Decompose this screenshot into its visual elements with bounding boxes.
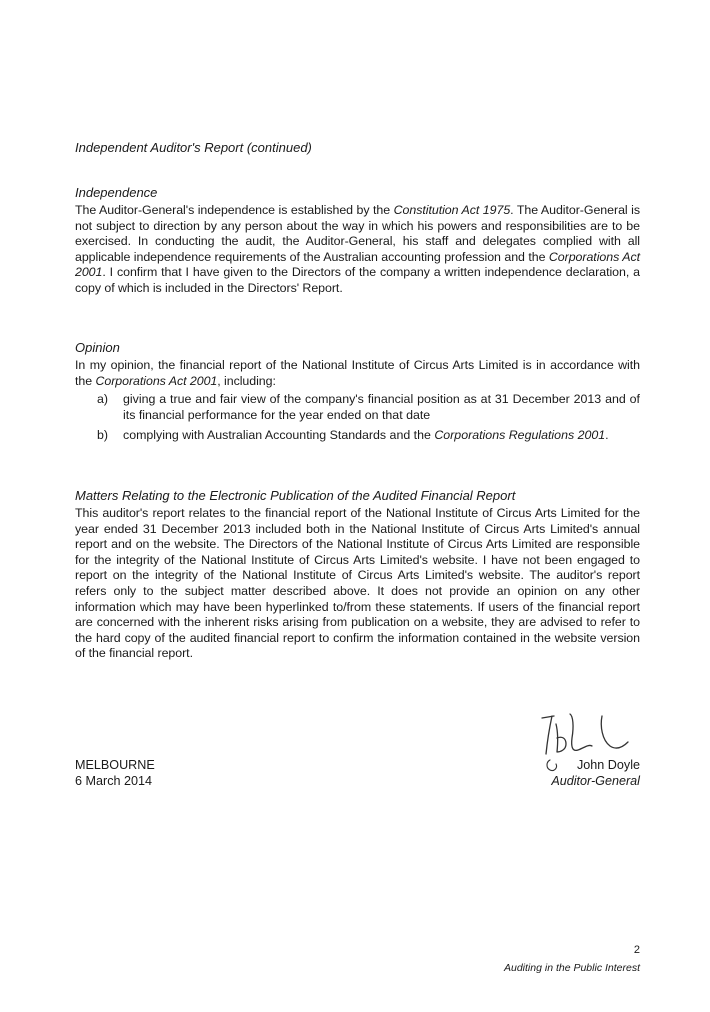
list-marker: a) xyxy=(97,392,109,407)
opinion-list xyxy=(75,392,640,444)
location-block xyxy=(75,758,155,789)
city-name: MELBOURNE xyxy=(75,758,155,772)
page-number: 2 xyxy=(633,944,640,956)
list-item: a) giving a true and fair view of the company's financial position as at 31 December 2013 and of its financial performance for the year ended on that date xyxy=(97,392,640,422)
opinion-section xyxy=(75,340,640,449)
footer-tagline: Auditing in the Public Interest xyxy=(504,962,640,974)
electronic-publication-section xyxy=(75,488,640,662)
report-date: 6 March 2014 xyxy=(75,773,153,788)
independence-section xyxy=(75,185,640,297)
opinion-heading: Opinion xyxy=(75,340,120,355)
independence-paragraph: The Auditor-General's independence is established by the Constitution Act 1975. The Auditor-General is not subject to direction by any person about the way in which his powers and responsibilities are to be exercised. In conducting the audit, the Auditor-General, his staff and delegates complied with all applicable independence requirements of the Australian accounting profession and the Corporations Act 2001. I confirm that I have given to the Directors of the company a written independence declaration, a copy of which is included in the Directors' Report. xyxy=(75,203,640,295)
report-header-title: Independent Auditor's Report (continued) xyxy=(75,140,312,155)
list-marker: b) xyxy=(97,428,109,443)
signatory-block xyxy=(551,758,640,789)
signatory-title: Auditor-General xyxy=(551,773,640,788)
signatory-name: John Doyle xyxy=(576,758,640,772)
independence-heading: Independence xyxy=(75,185,158,200)
electronic-publication-heading: Matters Relating to the Electronic Publication of the Audited Financial Report xyxy=(75,488,516,503)
electronic-publication-paragraph: This auditor's report relates to the financial report of the National Institute of Circus Arts Limited for the year ended 31 December 2013 included both in the National Institute of Circus Arts Limited's annual report and on the website. The Directors of the National Institute of Circus Arts Limited are responsible for the integrity of the National Institute of Circus Arts Limited's website. I have not been engaged to report on the integrity of the National Institute of Circus Arts Limited's website. The auditor's report refers only to the subject matter described above. It does not provide an opinion on any other information which may have been hyperlinked to/from these statements. If users of the financial report are concerned with the inherent risks arising from publication on a website, they are advised to refer to the hard copy of the audited financial report to confirm the information contained in the website version of the financial report. xyxy=(75,506,640,661)
opinion-intro: In my opinion, the financial report of the National Institute of Circus Arts Limited is in accordance with the Corporations Act 2001, including: xyxy=(75,358,640,388)
list-item: b) complying with Australian Accounting Standards and the Corporations Regulations 2001. xyxy=(97,428,609,443)
